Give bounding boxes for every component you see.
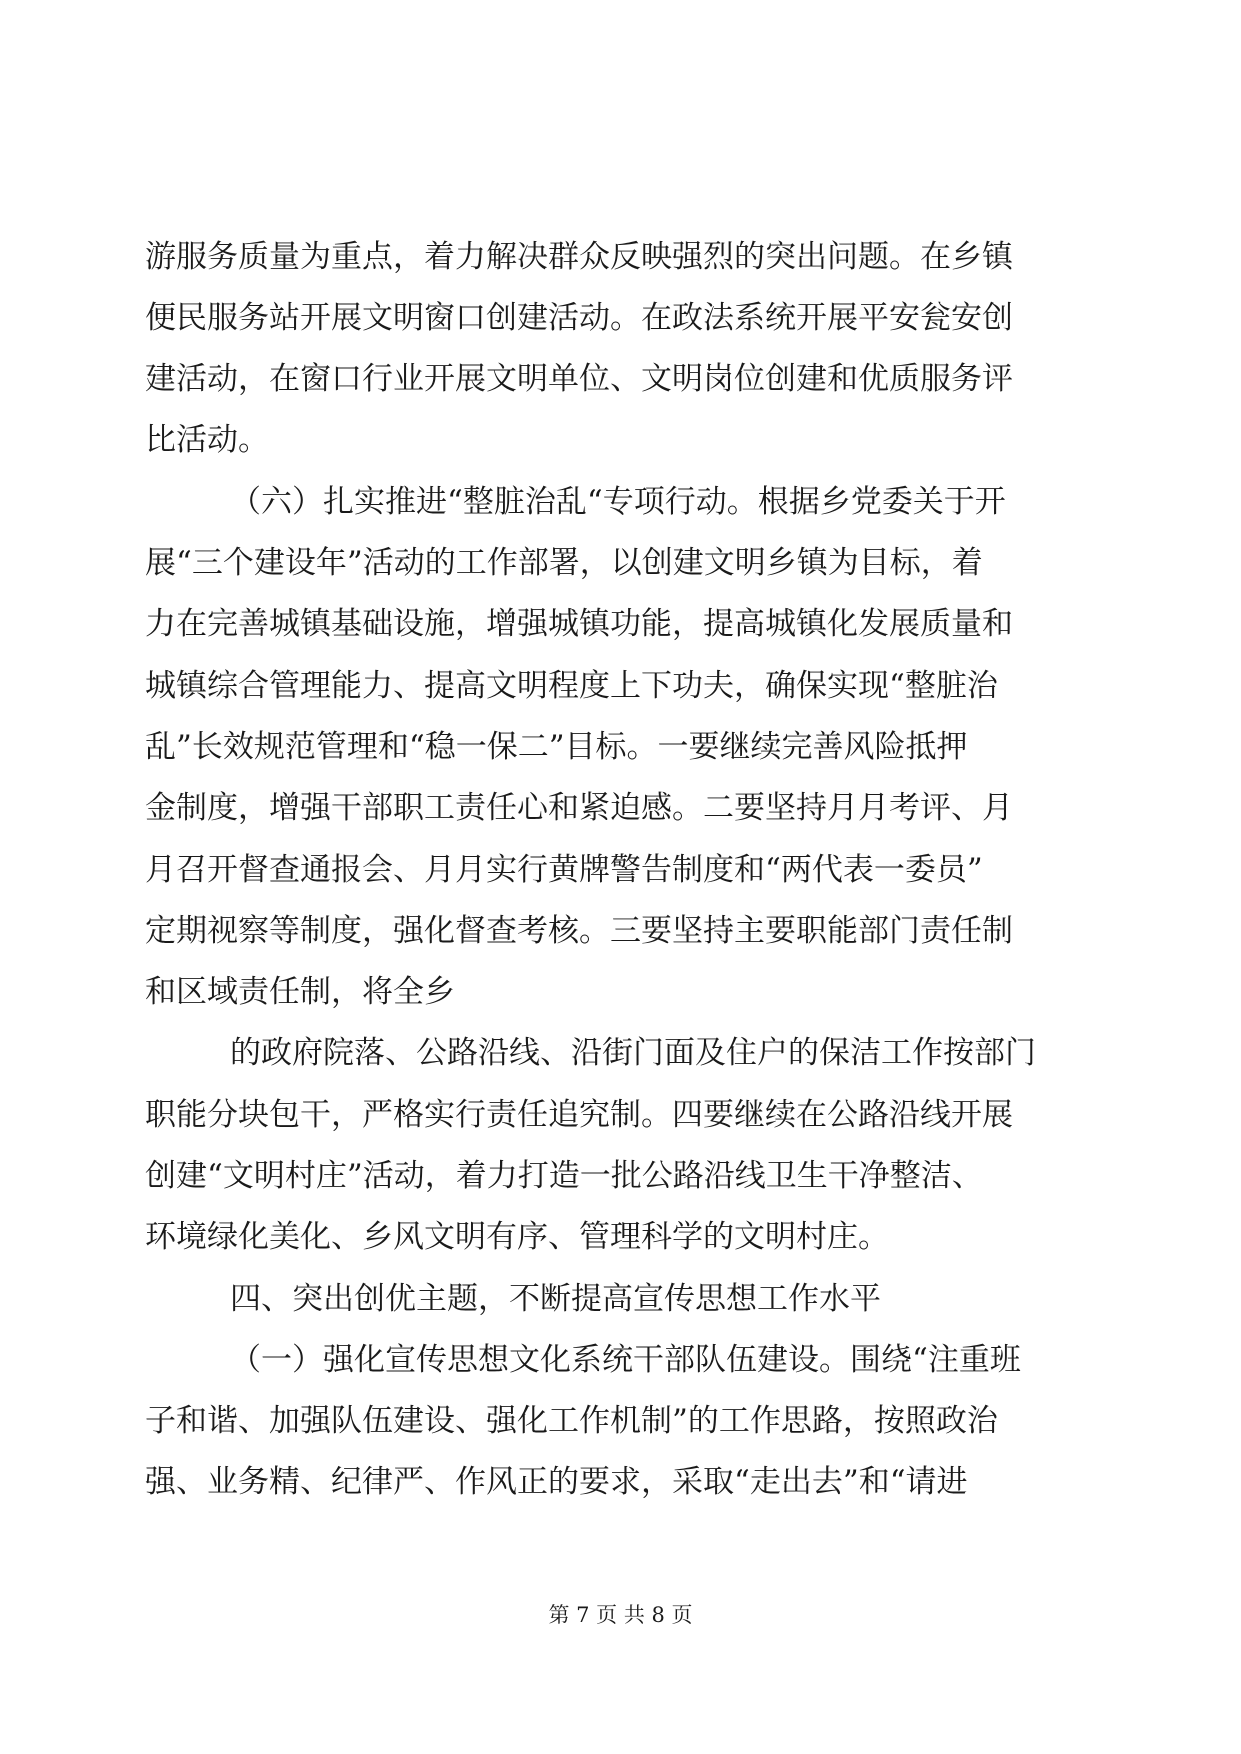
text-line (0, 288, 1241, 348)
text-line (0, 778, 1241, 838)
text-line (0, 1146, 1241, 1206)
text-line (0, 472, 1241, 532)
line-text: 职能分块包干，严格实行责任追究制。四要继续在公路沿线开展 (145, 1097, 1013, 1133)
text-line (0, 1391, 1241, 1451)
line-text: 建活动，在窗口行业开展文明单位、文明岗位创建和优质服务评 (145, 361, 1013, 397)
text-line (0, 349, 1241, 409)
text-line (0, 1023, 1241, 1083)
line-text: 月召开督查通报会、月月实行黄牌警告制度和“两代表一委员” (145, 852, 983, 888)
text-line (0, 533, 1241, 593)
text-line (0, 717, 1241, 777)
text-line (0, 1330, 1241, 1390)
line-text: 比活动。 (145, 422, 269, 458)
line-text: 展“三个建设年”活动的工作部署，以创建文明乡镇为目标，着 (145, 545, 983, 581)
text-line (0, 1207, 1241, 1267)
line-text: （一）强化宣传思想文化系统干部队伍建设。围绕“注重班 (230, 1342, 1021, 1378)
text-line (0, 901, 1241, 961)
line-text: 创建“文明村庄”活动，着力打造一批公路沿线卫生干净整洁、 (145, 1158, 983, 1194)
line-text: 子和谐、加强队伍建设、强化工作机制”的工作思路，按照政治 (145, 1403, 998, 1439)
page-number-footer: 第 7 页 共 8 页 (548, 1603, 693, 1627)
line-text: 定期视察等制度，强化督查考核。三要坚持主要职能部门责任制 (145, 913, 1013, 949)
line-text: 城镇综合管理能力、提高文明程度上下功夫，确保实现“整脏治 (145, 668, 998, 704)
line-text: 游服务质量为重点，着力解决群众反映强烈的突出问题。在乡镇 (145, 239, 1013, 275)
text-line (0, 656, 1241, 716)
text-line (0, 962, 1241, 1022)
text-line (0, 227, 1241, 287)
text-line (0, 1085, 1241, 1145)
line-text: 强、业务精、纪律严、作风正的要求，采取“走出去”和“请进 (145, 1464, 968, 1500)
text-line (0, 594, 1241, 654)
line-text: 环境绿化美化、乡风文明有序、管理科学的文明村庄。 (145, 1219, 889, 1255)
line-text: 四、突出创优主题，不断提高宣传思想工作水平 (230, 1281, 881, 1317)
text-line (0, 1452, 1241, 1512)
section-heading (0, 1269, 1241, 1329)
line-text: 和区域责任制，将全乡 (145, 974, 455, 1010)
line-text: 力在完善城镇基础设施，增强城镇功能，提高城镇化发展质量和 (145, 606, 1013, 642)
line-text: 乱”长效规范管理和“稳一保二”目标。一要继续完善风险抵押 (145, 729, 968, 765)
text-line (0, 840, 1241, 900)
text-line (0, 410, 1241, 470)
line-text: 的政府院落、公路沿线、沿街门面及住户的保洁工作按部门 (230, 1035, 1036, 1071)
line-text: 金制度，增强干部职工责任心和紧迫感。二要坚持月月考评、月 (145, 790, 1013, 826)
line-text: （六）扎实推进“整脏治乱“专项行动。根据乡党委关于开 (230, 484, 1006, 520)
line-text: 便民服务站开展文明窗口创建活动。在政法系统开展平安瓮安创 (145, 300, 1013, 336)
